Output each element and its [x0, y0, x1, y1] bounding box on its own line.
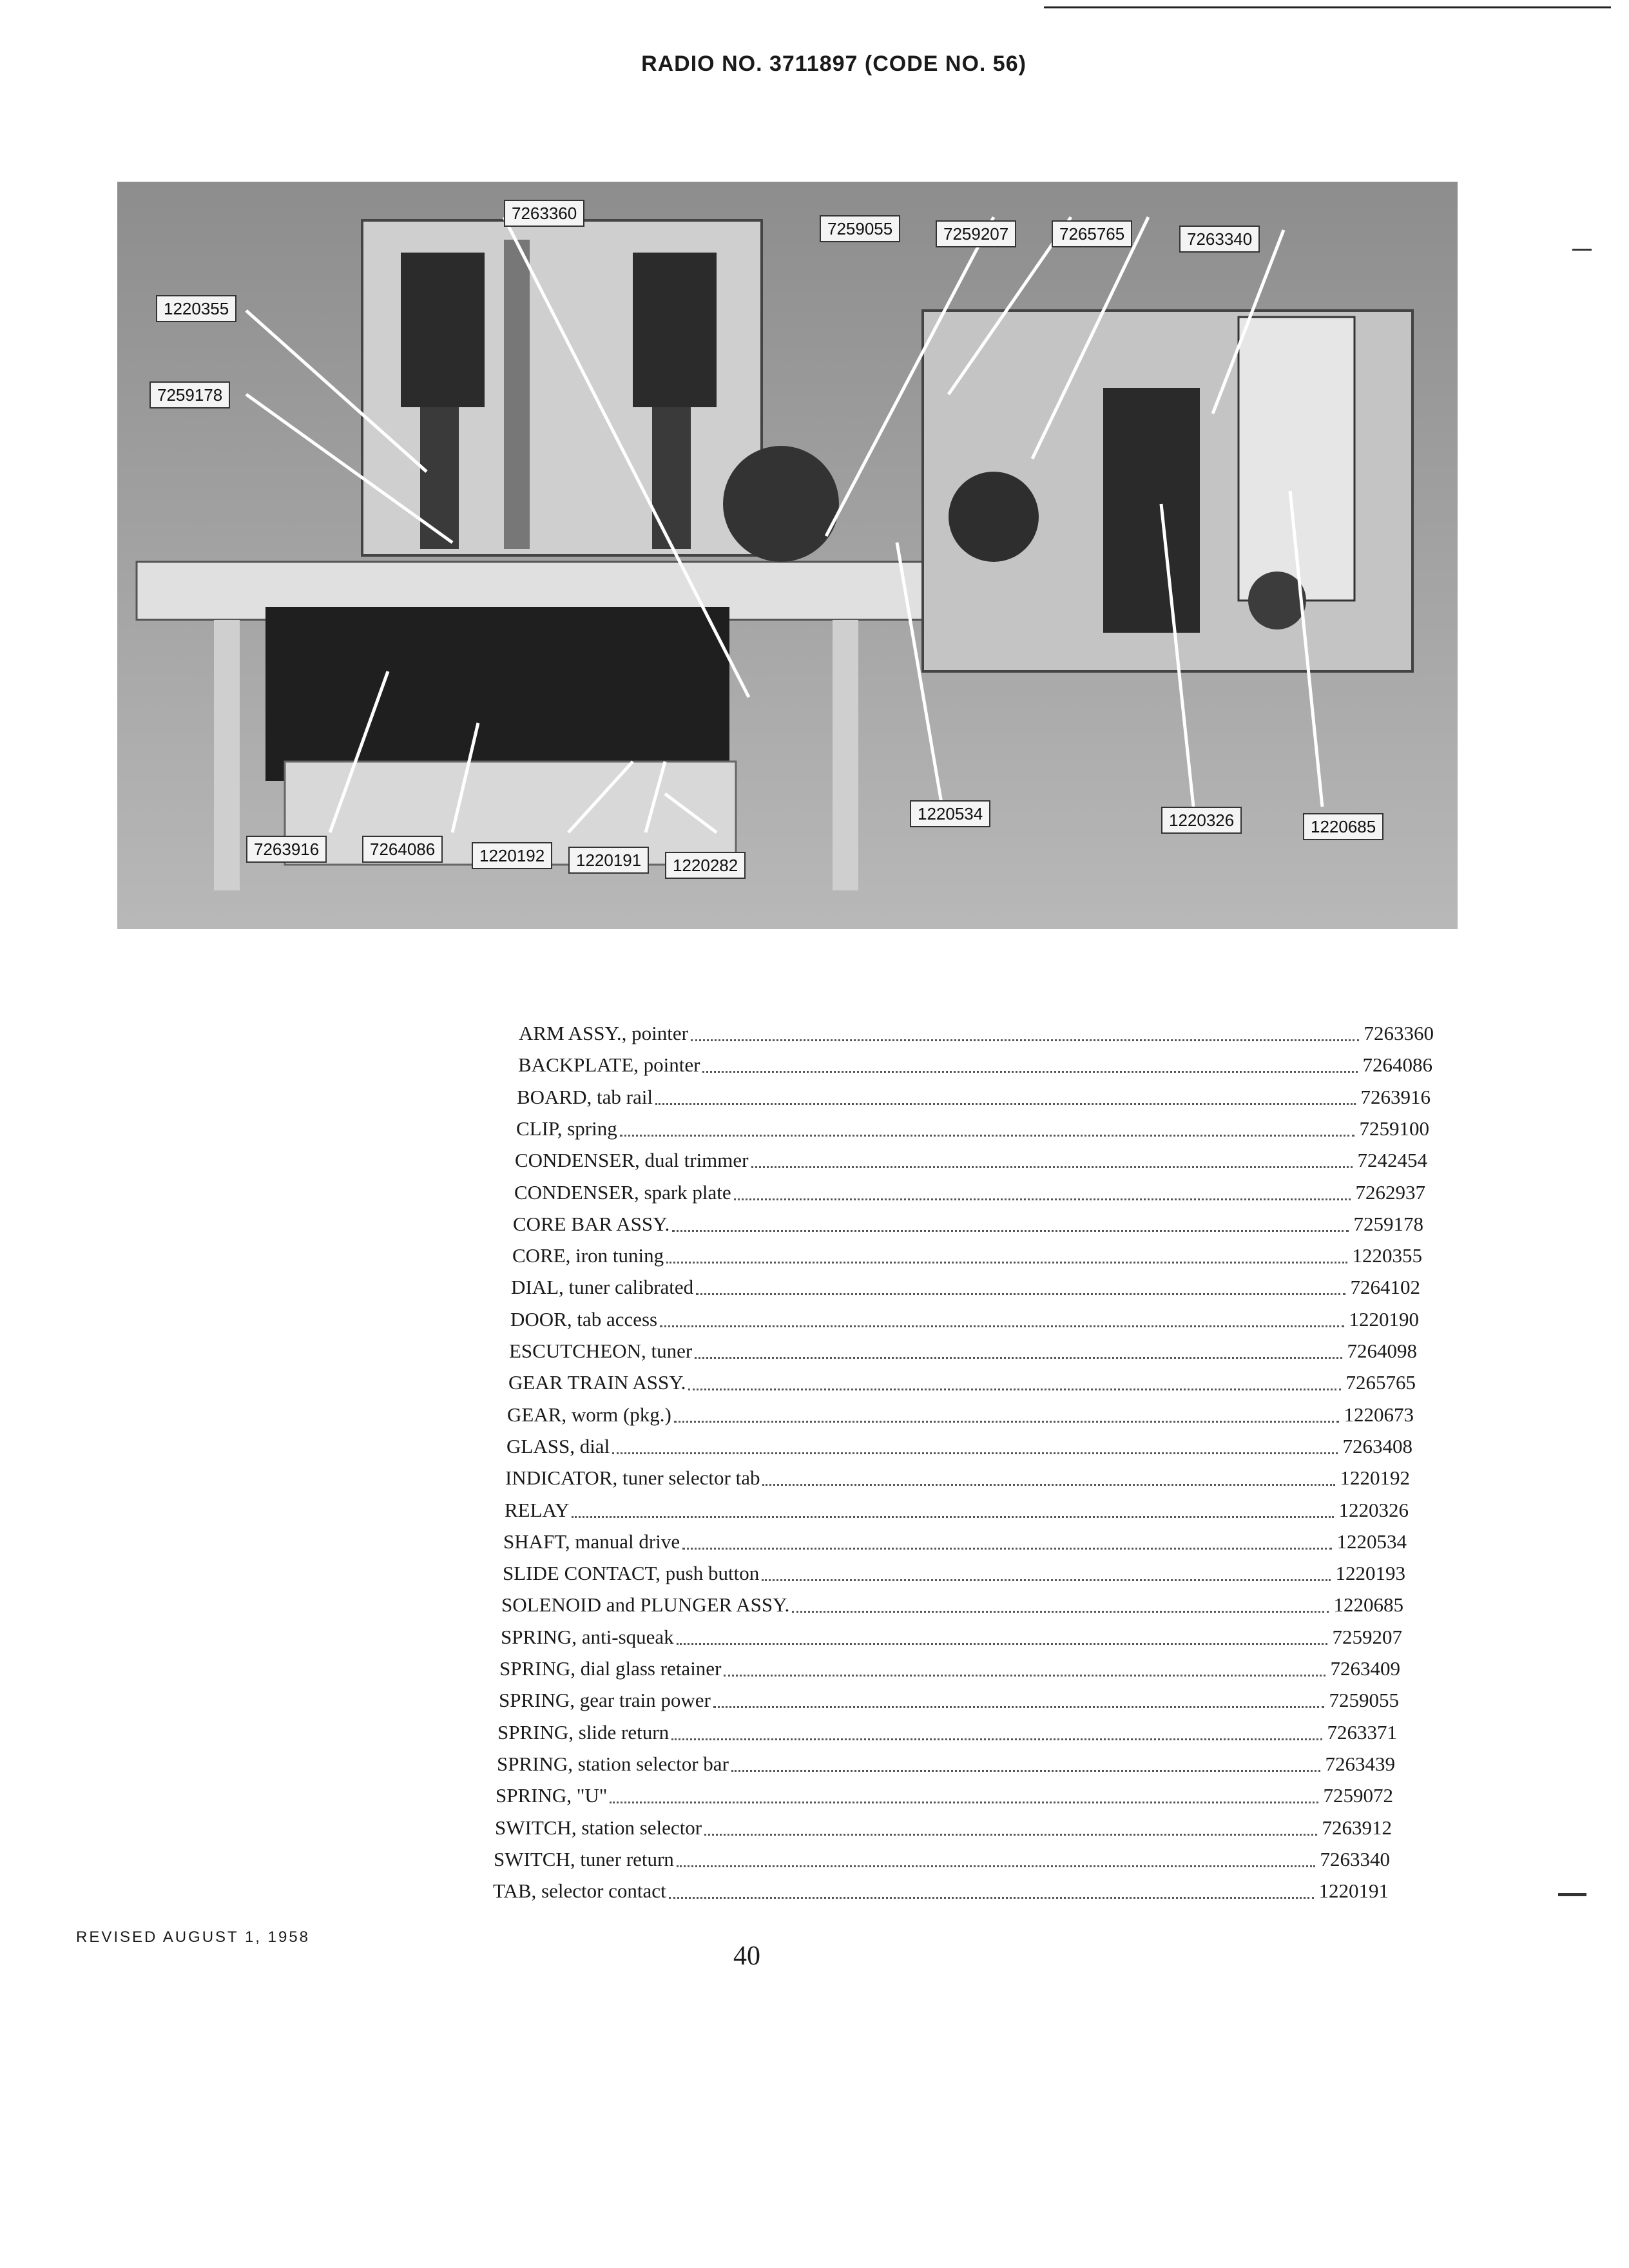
parts-list-row [505, 1464, 1410, 1492]
part-name: SPRING, slide return [497, 1721, 670, 1744]
margin-mark [1558, 1893, 1586, 1896]
part-number: 1220355 [1352, 1244, 1422, 1267]
part-name: GEAR, worm (pkg.) [507, 1403, 671, 1426]
part-name: INDICATOR, tuner selector tab [505, 1466, 760, 1489]
parts-list-row [497, 1718, 1397, 1747]
callout-label: 1220192 [472, 842, 552, 869]
part-name: CONDENSER, spark plate [514, 1181, 731, 1204]
part-name: DIAL, tuner calibrated [511, 1276, 694, 1298]
part-name: CONDENSER, dual trimmer [515, 1149, 749, 1171]
part-number: 7263916 [1360, 1086, 1431, 1108]
parts-list-row [513, 1210, 1423, 1238]
part-name: SPRING, dial glass retainer [499, 1657, 722, 1680]
part-number: 7263371 [1327, 1721, 1397, 1744]
part-number: 7263439 [1325, 1753, 1395, 1775]
parts-list-row [503, 1528, 1407, 1556]
part-name: CLIP, spring [516, 1117, 617, 1140]
parts-list-row [496, 1782, 1393, 1810]
part-number: 7264098 [1347, 1340, 1417, 1362]
callout-label: 1220282 [665, 852, 746, 879]
parts-list-row [510, 1305, 1419, 1334]
callout-label: 7259207 [936, 220, 1016, 247]
page-title: RADIO NO. 3711897 (CODE NO. 56) [641, 52, 1027, 76]
parts-list-row [501, 1591, 1403, 1619]
dot-leader [762, 1483, 1335, 1486]
part-name: SPRING, anti-squeak [501, 1626, 674, 1648]
part-number: 7259178 [1353, 1213, 1423, 1235]
parts-list-row [509, 1337, 1417, 1365]
dot-leader [612, 1451, 1337, 1454]
parts-list-row [505, 1496, 1409, 1524]
dot-leader [610, 1800, 1318, 1803]
part-number: 7262937 [1355, 1181, 1425, 1204]
part-number: 7265765 [1345, 1371, 1416, 1394]
part-number: 1220673 [1344, 1403, 1414, 1426]
parts-list-row [501, 1623, 1402, 1651]
part-number: 7264086 [1362, 1053, 1432, 1076]
part-name: SPRING, gear train power [499, 1689, 711, 1711]
part-number: 7259055 [1329, 1689, 1399, 1711]
dot-leader [655, 1102, 1356, 1105]
dot-leader [731, 1769, 1320, 1772]
dot-leader [572, 1515, 1333, 1518]
parts-list-row [508, 1369, 1416, 1397]
dot-leader [671, 1737, 1322, 1740]
part-name: GLASS, dial [506, 1435, 610, 1457]
parts-list-row [503, 1559, 1405, 1588]
margin-mark [1572, 249, 1592, 251]
part-number: 7242454 [1357, 1149, 1427, 1171]
dot-leader [702, 1070, 1357, 1073]
part-name: GEAR TRAIN ASSY. [508, 1371, 686, 1394]
part-number: 7259100 [1359, 1117, 1429, 1140]
part-number: 7263360 [1364, 1022, 1434, 1044]
parts-list-row [516, 1115, 1429, 1143]
callout-label: 7263340 [1179, 226, 1260, 253]
callout-label: 1220191 [568, 847, 649, 874]
part-number: 1220191 [1318, 1879, 1389, 1902]
dot-leader [677, 1864, 1315, 1867]
part-number: 7263912 [1322, 1816, 1392, 1839]
dot-leader [704, 1832, 1316, 1836]
part-number: 7263408 [1342, 1435, 1412, 1457]
part-number: 1220326 [1338, 1499, 1409, 1521]
parts-list-row [511, 1273, 1420, 1302]
parts-list-row [493, 1877, 1389, 1905]
part-name: ARM ASSY., pointer [519, 1022, 688, 1044]
callout-label: 7263916 [246, 836, 327, 863]
part-name: SWITCH, tuner return [494, 1848, 674, 1870]
part-number: 1220193 [1335, 1562, 1405, 1584]
dot-leader [674, 1419, 1339, 1423]
part-number: 7259207 [1332, 1626, 1402, 1648]
callout-label: 7259055 [820, 215, 900, 242]
dot-leader [688, 1387, 1340, 1390]
part-name: SPRING, station selector bar [497, 1753, 729, 1775]
chassis-illustration [117, 182, 1458, 929]
dot-leader [620, 1133, 1354, 1137]
callout-label: 1220326 [1161, 807, 1242, 834]
part-number: 7259072 [1323, 1784, 1393, 1807]
part-name: DOOR, tab access [510, 1308, 658, 1331]
dot-leader [677, 1642, 1327, 1645]
part-number: 7263409 [1330, 1657, 1400, 1680]
part-name: SOLENOID and PLUNGER ASSY. [501, 1593, 790, 1616]
dot-leader [734, 1197, 1351, 1200]
part-name: CORE BAR ASSY. [513, 1213, 670, 1235]
parts-list-row [507, 1401, 1414, 1429]
part-number: 7263340 [1320, 1848, 1390, 1870]
dot-leader [751, 1165, 1353, 1168]
parts-list-row [514, 1178, 1425, 1207]
callout-label: 1220355 [156, 295, 236, 322]
dot-leader [672, 1229, 1348, 1232]
part-number: 1220190 [1349, 1308, 1419, 1331]
revision-note: REVISED AUGUST 1, 1958 [76, 1928, 311, 1946]
dot-leader [682, 1546, 1331, 1550]
dot-leader [792, 1610, 1328, 1613]
part-name: SPRING, "U" [496, 1784, 608, 1807]
parts-list-row [497, 1750, 1395, 1778]
part-name: TAB, selector contact [493, 1879, 666, 1902]
parts-list-row [499, 1655, 1400, 1683]
page-number: 40 [733, 1941, 760, 1971]
part-name: RELAY [505, 1499, 570, 1521]
parts-list-row [519, 1019, 1434, 1048]
parts-list-row [518, 1051, 1432, 1079]
parts-list-row [517, 1083, 1431, 1111]
part-number: 7264102 [1350, 1276, 1420, 1298]
part-name: SWITCH, station selector [495, 1816, 702, 1839]
parts-list-row [515, 1146, 1427, 1175]
dot-leader [666, 1260, 1347, 1264]
part-number: 1220192 [1340, 1466, 1410, 1489]
part-name: SHAFT, manual drive [503, 1530, 680, 1553]
dot-leader [696, 1292, 1345, 1295]
callout-label: 1220685 [1303, 813, 1383, 840]
dot-leader [660, 1324, 1344, 1327]
dot-leader [669, 1896, 1314, 1899]
dot-leader [695, 1356, 1342, 1359]
dot-leader [762, 1578, 1330, 1581]
part-name: BACKPLATE, pointer [518, 1053, 700, 1076]
parts-list-row [506, 1432, 1412, 1461]
part-name: ESCUTCHEON, tuner [509, 1340, 693, 1362]
part-name: SLIDE CONTACT, push button [503, 1562, 760, 1584]
part-number: 1220685 [1333, 1593, 1403, 1616]
parts-list-row [499, 1686, 1399, 1715]
part-number: 1220534 [1336, 1530, 1407, 1553]
callout-label: 7265765 [1052, 220, 1132, 247]
callout-label: 7264086 [362, 836, 443, 863]
parts-list-row [494, 1845, 1390, 1874]
parts-list-row [495, 1814, 1392, 1842]
top-rule [1044, 6, 1611, 8]
dot-leader [691, 1038, 1359, 1041]
dot-leader [724, 1673, 1325, 1677]
part-name: CORE, iron tuning [512, 1244, 664, 1267]
parts-list-row [512, 1242, 1422, 1270]
callout-label: 7259178 [149, 381, 230, 408]
callout-label: 1220534 [910, 800, 990, 827]
part-name: BOARD, tab rail [517, 1086, 653, 1108]
dot-leader [713, 1705, 1324, 1708]
callout-label: 7263360 [504, 200, 584, 227]
chassis-photo [117, 182, 1458, 929]
